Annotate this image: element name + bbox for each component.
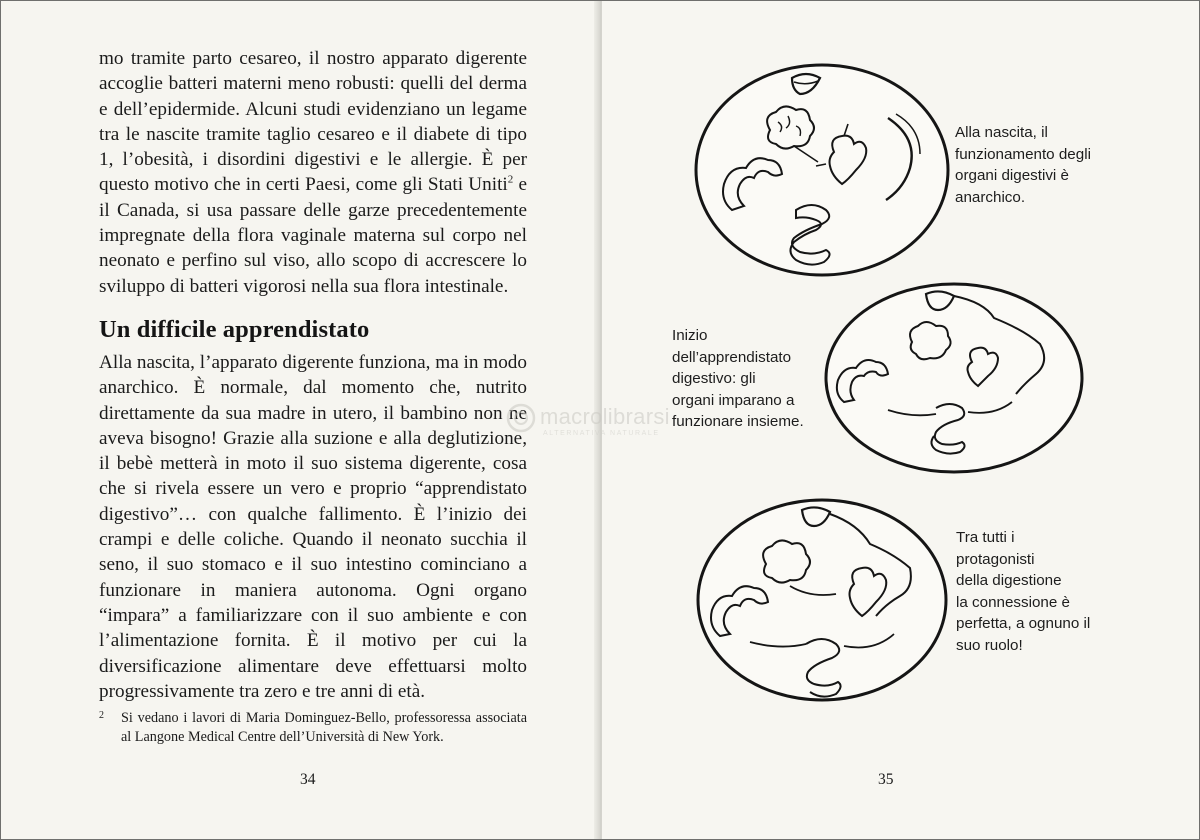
caption-2-line: dell’apprendistato — [672, 348, 792, 366]
illustration-digestive-organs-anarchic — [692, 60, 952, 280]
caption-3-line: perfetta, a ognuno il — [956, 615, 1091, 632]
body-paragraph-1 — [99, 46, 527, 299]
caption-2-line: Inizio — [672, 327, 708, 344]
paragraph-1-text: mo tramite parto cesareo, il nostro apparato digerente accoglie batteri materni meno robusti: quelli del derma e dell’epidermide. Alcuni studi evidenziano un legame tra le nascite tramite taglio cesareo e il diabete di tipo 1, l’obesità, i disordini digestivi e le allergie. È per questo motivo che in certi Paesi, come gli Stati Uniti — [99, 48, 527, 196]
footnote-ref: 2 — [507, 174, 514, 187]
caption-2-line: funzionare insieme. — [672, 413, 804, 430]
illustration-digestive-apprenticeship — [822, 278, 1087, 478]
caption-3 — [956, 527, 1090, 656]
footnote — [99, 709, 527, 747]
caption-1-line: organi digestivi è — [955, 167, 1069, 184]
footnote-text: Si vedano i lavori di Maria Dominguez-Bello, professoressa associata al Langone Medical Centre dell’Università di New York. — [121, 710, 527, 745]
caption-1-line: anarchico. — [955, 188, 1026, 206]
section-heading: Un difficile apprendistato — [99, 316, 370, 343]
watermark — [505, 398, 705, 444]
caption-3-line: Tra tutti i — [956, 529, 1015, 546]
body-paragraph-2 — [99, 350, 527, 704]
caption-2-line: organi imparano a — [672, 391, 795, 409]
paragraph-1-continuation: e il Canada, si usa passare delle garze precedentemente impregnate della flora vaginale materna sul corpo nel neonato e perfino sul viso, allo scopo di accrescere lo sviluppo di batteri vigorosi nella sua flora intestinale. — [99, 174, 527, 297]
footnote-mark: 2 — [99, 710, 104, 721]
caption-2-line: digestivo: gli — [672, 370, 756, 387]
watermark-logo-icon — [505, 402, 537, 434]
page-number-right: 35 — [878, 771, 894, 788]
caption-3-line: protagonisti — [956, 550, 1035, 568]
caption-3-line: della digestione — [956, 572, 1062, 589]
illustration-digestion-connected — [694, 494, 952, 706]
paragraph-2-text: Alla nascita, l’apparato digerente funziona, ma in modo anarchico. È normale, dal momento che, nutrito direttamente da sua madre in utero, il bambino non ne aveva bisogno! Grazie alla suzione e alla deglutizione, il bebè metterà in moto il suo sistema digerente, cosa che si rivela essere un vero e proprio “apprendistato digestivo”… con qualche fallimento. È l’inizio dei crampi e delle coliche. Quando il neonato succhia il seno, il suo stomaco e il suo intestino cominciano a funzionare in maniera autonoma. Ogni organo “impara” a familiarizzare con il suo ambiente e con l’alimentazione fornita. È il motivo per cui la diversificazione alimentare deve effettuarsi molto progressivamente tra zero e tre anni di età. — [99, 352, 527, 702]
caption-1-line: funzionamento degli — [955, 145, 1091, 163]
caption-3-line: suo ruolo! — [956, 636, 1023, 654]
caption-1-line: Alla nascita, il — [955, 124, 1048, 141]
watermark-text: macrolibrarsi — [540, 404, 670, 429]
page-number-left: 34 — [300, 771, 316, 788]
caption-1 — [955, 122, 1091, 208]
caption-3-line: la connessione è — [956, 593, 1070, 611]
watermark-subtext: ALTERNATIVA NATURALE — [543, 430, 660, 437]
